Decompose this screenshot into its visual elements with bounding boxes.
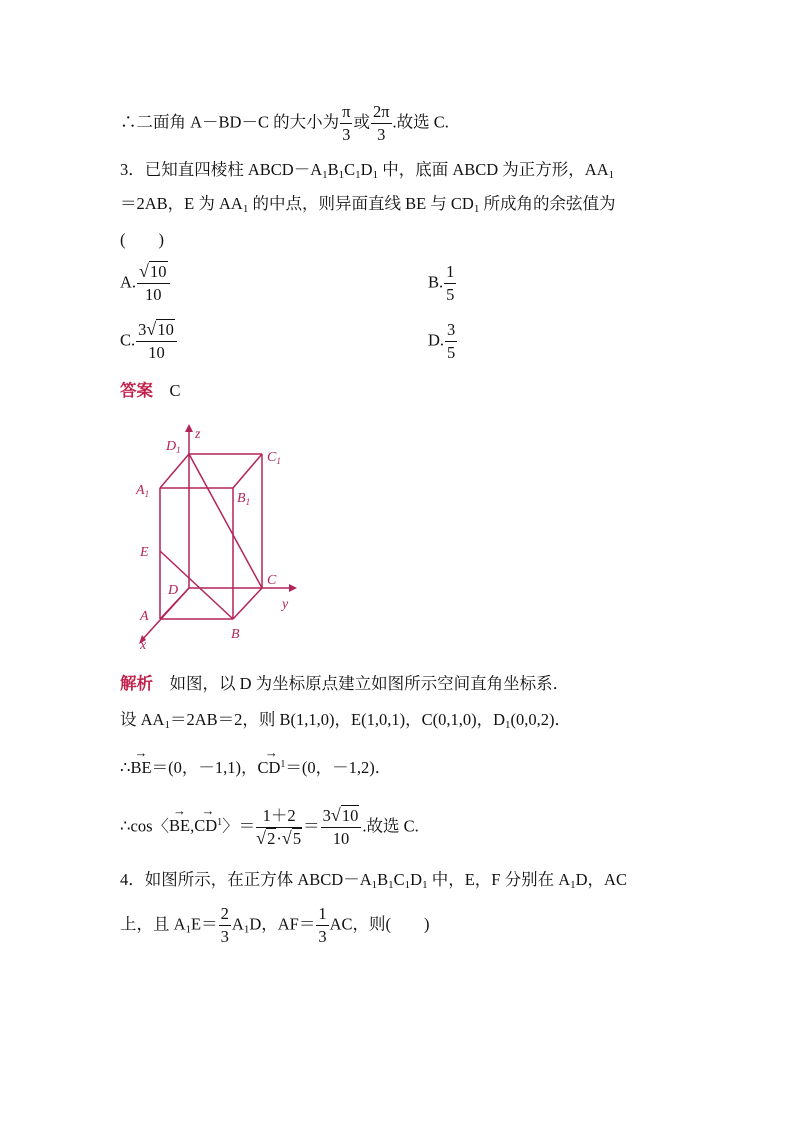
question-3-line-1: 3．已知直四棱柱 $ABCD-A_1B_1C_1D_1$ 中，底面 ABCD 为正方形，$AA_1$ <box>120 160 615 181</box>
dihedral-angle-conclusion: ∴二面角 A－BD－C 的大小为 $\frac{\pi}{3}$ 或 $\frac{2\pi}{3}$ .故选 C. <box>120 102 449 144</box>
solution-line-1: 解析 如图，以 D 为坐标原点建立如图所示空间直角坐标系． <box>120 674 570 693</box>
solution-line-2: 设 $AA_1=2AB=2$，则 B(1,1,0)，E(1,0,1)，C(0,1,0)，$D_1(0,0,2)$． <box>120 710 571 731</box>
label-d: D <box>168 583 179 598</box>
label-z: z <box>195 427 201 442</box>
question-4-line-1: 4．如图所示，在正方体 $ABCD-A_1B_1C_1D_1$ 中，E，F 分别在 $A_1D$，AC <box>120 870 627 891</box>
option-c: C. 3 √ 10 10 <box>120 322 178 361</box>
prism-figure <box>120 418 310 654</box>
fraction-pi-3: $\frac{\pi}{3}$ <box>342 102 351 144</box>
solution-label: 解析 <box>120 674 153 693</box>
solution-line-4: ∴cos〈 → BE, → $CD^1$〉＝ 1＋2 √ 2· √ 5 ＝ 3 √ 10 10 .故选 C. <box>120 803 419 848</box>
fraction-2pi-3: $\frac{2\pi}{3}$ <box>372 102 390 144</box>
question-3-line-2: ＝2AB，E 为 $AA_1$ 的中点，则异面直线 BE 与 $CD_1$ 所成角的余弦值为 <box>120 194 616 215</box>
option-a: A. √ 10 10 <box>120 264 171 303</box>
solution-line-3: ∴ → BE＝(0，－1,1)， → $CD^1=(0$，－1,2)． <box>120 745 392 777</box>
label-b: B <box>231 627 240 642</box>
label-c: C <box>267 573 277 588</box>
label-x: x <box>140 638 147 653</box>
label-b1: $B_1$ <box>237 491 251 507</box>
label-y: y <box>282 597 289 612</box>
label-d1: $D_1$ <box>166 439 181 455</box>
label-e: E <box>140 545 149 560</box>
answer-label: 答案 <box>120 381 153 400</box>
option-b: B. $\frac{1}{5}$ <box>428 262 455 304</box>
label-c1: $C_1$ <box>267 450 281 466</box>
option-d: D. $\frac{3}{5}$ <box>428 320 456 362</box>
answer-paren: ( ) <box>120 230 164 249</box>
answer-line <box>120 383 181 400</box>
question-4-line-2: 上，且 $A_1E=$ $\frac{2}{3}$ $A_1D$，AF＝ $\frac{1}{3}$ AC，则( ) <box>120 904 430 946</box>
label-a: A <box>140 609 149 624</box>
answer-value: C <box>169 381 181 400</box>
label-a1: $A_1$ <box>136 483 150 499</box>
